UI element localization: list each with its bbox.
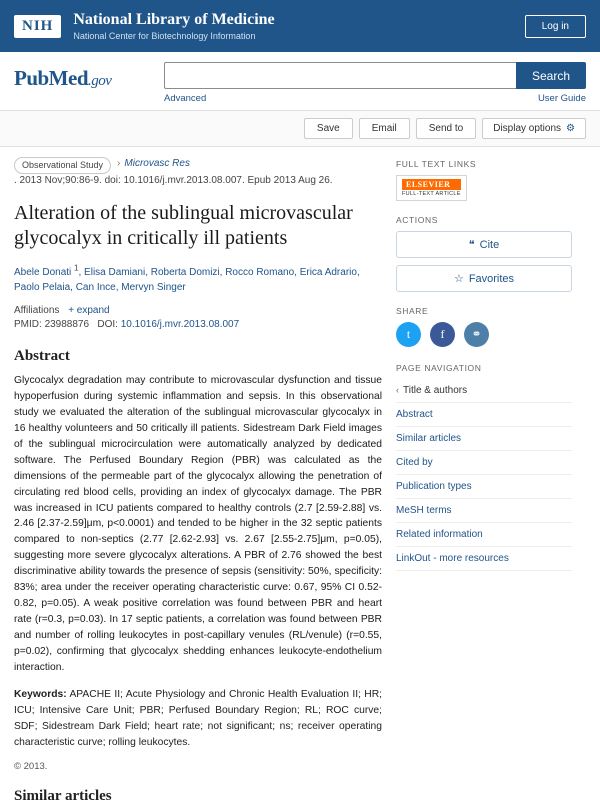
search-row xyxy=(164,62,586,89)
user-guide-link[interactable]: User Guide xyxy=(537,93,586,104)
copyright-text: © 2013. xyxy=(14,760,48,772)
page-navigation-list xyxy=(396,379,572,571)
cite-button[interactable] xyxy=(396,231,572,258)
journal-link[interactable]: Microvasc Res xyxy=(124,158,190,169)
nav-item-abstract[interactable]: Abstract xyxy=(396,403,572,427)
advanced-search-link[interactable]: Advanced xyxy=(164,93,207,104)
full-text-links-label: FULL TEXT LINKS xyxy=(396,159,477,169)
doi-link[interactable]: 10.1016/j.mvr.2013.08.007 xyxy=(120,318,240,330)
search-wrap xyxy=(164,62,586,104)
page-title: Alteration of the sublingual microvascular glycocalyx in critically ill patients xyxy=(14,201,353,249)
nih-title: National Library of Medicine xyxy=(73,10,275,28)
email-button[interactable]: Email xyxy=(359,118,410,139)
display-options-button[interactable] xyxy=(482,118,586,139)
author-list xyxy=(14,263,382,295)
action-bar xyxy=(0,111,600,147)
affiliations-row xyxy=(14,305,382,316)
link-icon[interactable]: ⚭ xyxy=(464,322,489,347)
twitter-icon[interactable]: t xyxy=(396,322,421,347)
nav-item-linkout[interactable]: LinkOut - more resources xyxy=(396,547,572,571)
nav-item-mesh-terms[interactable]: MeSH terms xyxy=(396,499,572,523)
chevron-right-icon: › xyxy=(117,158,121,169)
abstract-text: Glycocalyx degradation may contribute to microvascular dysfunction and tissue hypoperfusion during systemic inflammation and sepsis. In this observational study we evaluated the alteration of the sublingual microvascular glycocalyx in 16 healthy volunteers and 50 critically ill patients. Sidestream Dark Field images of the sublingual microcirculation were automatically analyzed by dedicated software. The Perfused Boundary Region (PBR) was calculated as the dimensions of the permeable part of the glycocalyx allowing the penetration of circulating red blood cells, providing an index of glycocalyx damage. The PBR was increased in ICU patients compared to healthy controls (2.7 [2.59-2.88] vs. 2.46 [2.37-2.59]μm, p<0.0001) and tended to be higher in the 32 septic patients compared to non-septics (2.77 [2.62-2.93] vs. 2.67 [2.55-2.75]μm, p=0.05), suggesting more severe glycocalyx alterations. A PBR of 2.76 showed the best discriminative ability towards the presence of sepsis (sensitivity: 50%, specificity: 83%; area under the receiver operating characteristic curve: 0.67, 95% CI 0.52-0.82, p=0.05). A weak positive correlation was found between PBR and heart rate (r=0.3, p=0.03). In 17 septic patients, a correlation was found between PBR and number of rolling leukocytes in post-capillary venules (RL/venule) (r=0.55, p=0.02), confirming that glycocalyx shedding enhances leukocyte-endothelium interaction. xyxy=(14,374,382,674)
doi-label: DOI: xyxy=(97,318,118,330)
share-row xyxy=(396,322,572,347)
keywords-text: APACHE II; Acute Physiology and Chronic Health Evaluation II; HR; ICU; Intensive Care Unit; PBR; Perfused Boundary Region; RL; ROC curve; SDF; Sidestream Dark Field; heart rate; not significant; ns; receiver operating characteristic curve; rolling leukocytes. xyxy=(14,688,383,748)
actions-label: ACTIONS xyxy=(396,215,438,225)
search-area xyxy=(0,52,600,111)
keywords-block xyxy=(14,687,382,751)
facebook-icon[interactable]: f xyxy=(430,322,455,347)
star-icon: ☆ xyxy=(453,273,464,285)
keywords-label: Keywords: xyxy=(14,688,67,700)
search-links xyxy=(164,93,586,104)
search-input[interactable] xyxy=(164,62,516,89)
expand-affiliations-button[interactable]: + expand xyxy=(68,304,110,316)
favorites-label: Favorites xyxy=(468,273,515,285)
sidebar xyxy=(396,157,572,805)
nav-item-title-authors[interactable] xyxy=(396,379,572,403)
save-button[interactable]: Save xyxy=(304,118,353,139)
pubmed-logo-main: PubMed xyxy=(14,66,89,90)
nav-item-cited-by[interactable]: Cited by xyxy=(396,451,572,475)
page-content xyxy=(0,147,600,805)
elsevier-badge-top: ELSEVIER xyxy=(402,179,461,190)
favorites-button[interactable] xyxy=(396,265,572,292)
gear-icon: ⚙ xyxy=(566,123,575,134)
pmid-value: 23988876 xyxy=(44,318,90,330)
nav-item-label: Title & authors xyxy=(403,385,468,396)
search-button[interactable]: Search xyxy=(516,62,586,89)
cite-label: Cite xyxy=(479,239,500,251)
nih-subtitle: National Center for Biotechnology Information xyxy=(73,31,256,42)
login-button[interactable]: Log in xyxy=(525,15,586,38)
abstract-heading: Abstract xyxy=(14,347,70,364)
nav-item-similar-articles[interactable]: Similar articles xyxy=(396,427,572,451)
page-navigation-label: PAGE NAVIGATION xyxy=(396,363,482,373)
display-options-label: Display options xyxy=(493,123,562,134)
article-column xyxy=(14,157,396,805)
share-label: SHARE xyxy=(396,306,429,316)
citation-details: . 2013 Nov;90:86-9. doi: 10.1016/j.mvr.2013.08.007. Epub 2013 Aug 26. xyxy=(14,175,333,187)
nih-logo[interactable]: NIH xyxy=(14,15,61,38)
similar-articles-heading: Similar articles xyxy=(14,787,112,804)
chevron-left-icon: ‹ xyxy=(396,385,399,395)
authors-text[interactable]: Abele Donati $^1$, Elisa Damiani, Roberta Domizi, Rocco Romano, Erica Adrario, Paolo Pelaia, Can Ince, Mervyn Singer xyxy=(14,263,360,293)
nav-item-publication-types[interactable]: Publication types xyxy=(396,475,572,499)
publication-type-badge[interactable]: Observational Study xyxy=(14,157,111,174)
pubmed-logo-suffix: .gov xyxy=(88,73,112,89)
elsevier-full-text-link[interactable] xyxy=(396,175,467,201)
nav-item-related-information[interactable]: Related information xyxy=(396,523,572,547)
affiliations-label: Affiliations xyxy=(14,304,60,316)
send-to-button[interactable]: Send to xyxy=(416,118,476,139)
pmid-label: PMID: xyxy=(14,318,42,330)
quote-icon: ❝ xyxy=(468,239,475,251)
citation-line xyxy=(14,157,382,189)
nih-header xyxy=(0,0,600,52)
pubmed-logo[interactable] xyxy=(14,62,164,91)
elsevier-badge-bottom: FULL-TEXT ARTICLE xyxy=(402,191,461,197)
identifier-row xyxy=(14,319,382,330)
nih-title-block xyxy=(73,11,274,42)
